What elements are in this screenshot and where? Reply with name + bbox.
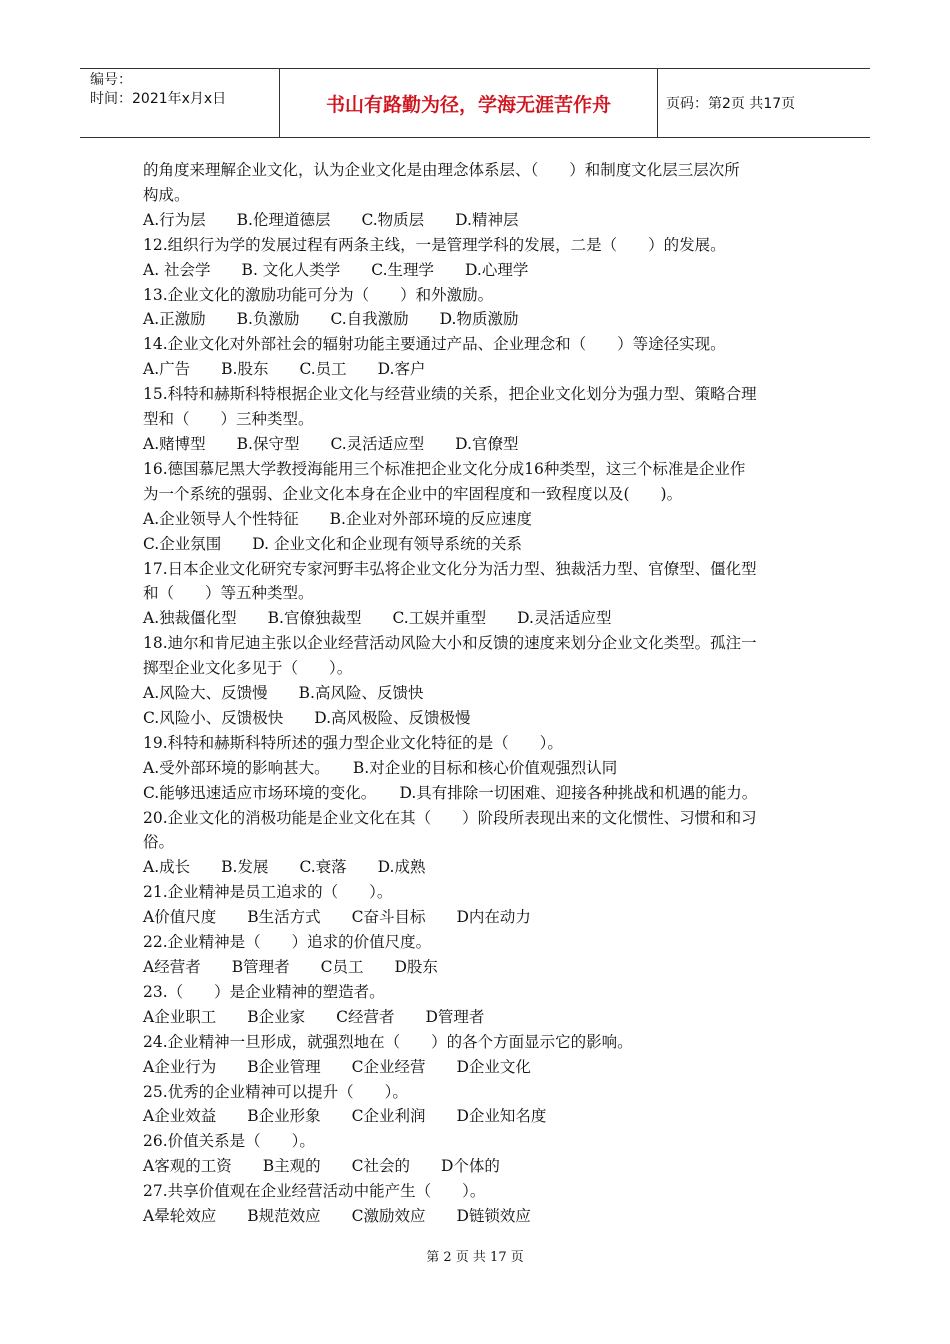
text-line: 14.企业文化对外部社会的辐射功能主要通过产品、企业理念和（ ）等途径实现。 xyxy=(143,335,726,354)
text-line: 16.德国慕尼黑大学教授海能用三个标准把企业文化分成16种类型，这三个标准是企业作 xyxy=(143,459,746,478)
text-line: A.企业领导人个性特征 B.企业对外部环境的反应速度 xyxy=(143,509,532,528)
text-line: C.企业氛围 D. 企业文化和企业现有领导系统的关系 xyxy=(143,534,522,553)
text-line: A企业职工 B企业家 C经营者 D管理者 xyxy=(143,1007,485,1026)
text-line: C.风险小、反馈极快 D.高风极险、反馈极慢 xyxy=(143,708,471,727)
text-line: 12.组织行为学的发展过程有两条主线，一是管理学科的发展，二是（ ）的发展。 xyxy=(143,235,726,254)
header-meta xyxy=(80,69,280,137)
text-line: A经营者 B管理者 C员工 D股东 xyxy=(143,958,438,976)
text-line: 的角度来理解企业文化，认为企业文化是由理念体系层、（ ）和制度文化层三层次所 xyxy=(143,161,740,179)
page-header xyxy=(80,68,870,138)
number-label: 编号： xyxy=(90,72,132,88)
text-line: A客观的工资 B主观的 C社会的 D个体的 xyxy=(143,1157,500,1176)
text-line: 24.企业精神一旦形成，就强烈地在（ ）的各个方面显示它的影响。 xyxy=(143,1032,633,1051)
header-page-info: 页码：第2页 共17页 xyxy=(666,96,796,112)
text-line: A.风险大、反馈慢 B.高风险、反馈快 xyxy=(143,684,424,703)
text-line: A.受外部环境的影响甚大。 B.对企业的目标和核心价值观强烈认同 xyxy=(143,758,618,777)
text-line: 20.企业文化的消极功能是企业文化在其（ ）阶段所表现出来的文化惯性、习惯和和习 xyxy=(143,808,757,827)
text-line: 23.（ ）是企业精神的塑造者。 xyxy=(143,982,385,1001)
text-line: 27.共享价值观在企业经营活动中能产生（ ）。 xyxy=(143,1182,486,1201)
text-line: 为一个系统的强弱、企业文化本身在企业中的牢固程度和一致程度以及( )。 xyxy=(143,484,683,503)
text-line: A企业效益 B企业形象 C企业利润 D企业知名度 xyxy=(143,1107,547,1126)
text-line: A.赌博型 B.保守型 C.灵活适应型 D.官僚型 xyxy=(143,434,519,453)
text-line: 22.企业精神是（ ）追求的价值尺度。 xyxy=(143,933,432,952)
text-line: A晕轮效应 B规范效应 C激励效应 D链锁效应 xyxy=(143,1207,531,1226)
text-line: 构成。 xyxy=(143,185,190,204)
text-line: A.广告 B.股东 C.员工 D.客户 xyxy=(143,360,426,379)
date-line: 时间：2021年x月x日 xyxy=(90,91,227,107)
text-line: 掷型企业文化多见于（ ）。 xyxy=(143,659,353,678)
text-line: 和（ ）等五种类型。 xyxy=(143,584,314,603)
text-line: 型和（ ）三种类型。 xyxy=(143,410,314,429)
text-line: 21.企业精神是员工追求的（ ）。 xyxy=(143,883,393,902)
text-line: A企业行为 B企业管理 C企业经营 D企业文化 xyxy=(143,1057,531,1076)
text-line: 18.迪尔和肯尼迪主张以企业经营活动风险大小和反馈的速度来划分企业文化类型。孤注一 xyxy=(143,634,757,653)
page-footer: 第 2 页 共 17 页 xyxy=(426,1250,524,1265)
text-line: 25.优秀的企业精神可以提升（ ）。 xyxy=(143,1082,408,1101)
text-line: C.能够迅速适应市场环境的变化。 D.具有排除一切困难、迎接各种挑战和机遇的能力。 xyxy=(143,783,758,802)
text-line: A.独裁僵化型 B.官僚独裁型 C.工娱并重型 D.灵活适应型 xyxy=(143,609,612,628)
text-line: A.正激励 B.负激励 C.自我激励 D.物质激励 xyxy=(143,310,519,329)
text-line: 26.价值关系是（ ）。 xyxy=(143,1132,315,1151)
text-line: A.成长 B.发展 C.衰落 D.成熟 xyxy=(143,858,426,877)
text-line: 13.企业文化的激励功能可分为（ ）和外激励。 xyxy=(143,285,494,304)
header-motto: 书山有路勤为径，学海无涯苦作舟 xyxy=(280,69,658,137)
text-line: 19.科特和赫斯科特所述的强力型企业文化特征的是（ ）。 xyxy=(143,733,563,752)
text-line: 俗。 xyxy=(143,833,175,852)
text-line: 15.科特和赫斯科特根据企业文化与经营业绩的关系，把企业文化划分为强力型、策略合理 xyxy=(143,385,757,404)
question-body xyxy=(143,158,811,1229)
text-line: A.行为层 B.伦理道德层 C.物质层 D.精神层 xyxy=(143,210,519,229)
text-line: A. 社会学 B. 文化人类学 C.生理学 D.心理学 xyxy=(143,260,529,279)
text-line: 17.日本企业文化研究专家河野丰弘将企业文化分为活力型、独裁活力型、官僚型、僵化型 xyxy=(143,559,757,578)
text-line: A价值尺度 B生活方式 C奋斗目标 D内在动力 xyxy=(143,908,531,927)
